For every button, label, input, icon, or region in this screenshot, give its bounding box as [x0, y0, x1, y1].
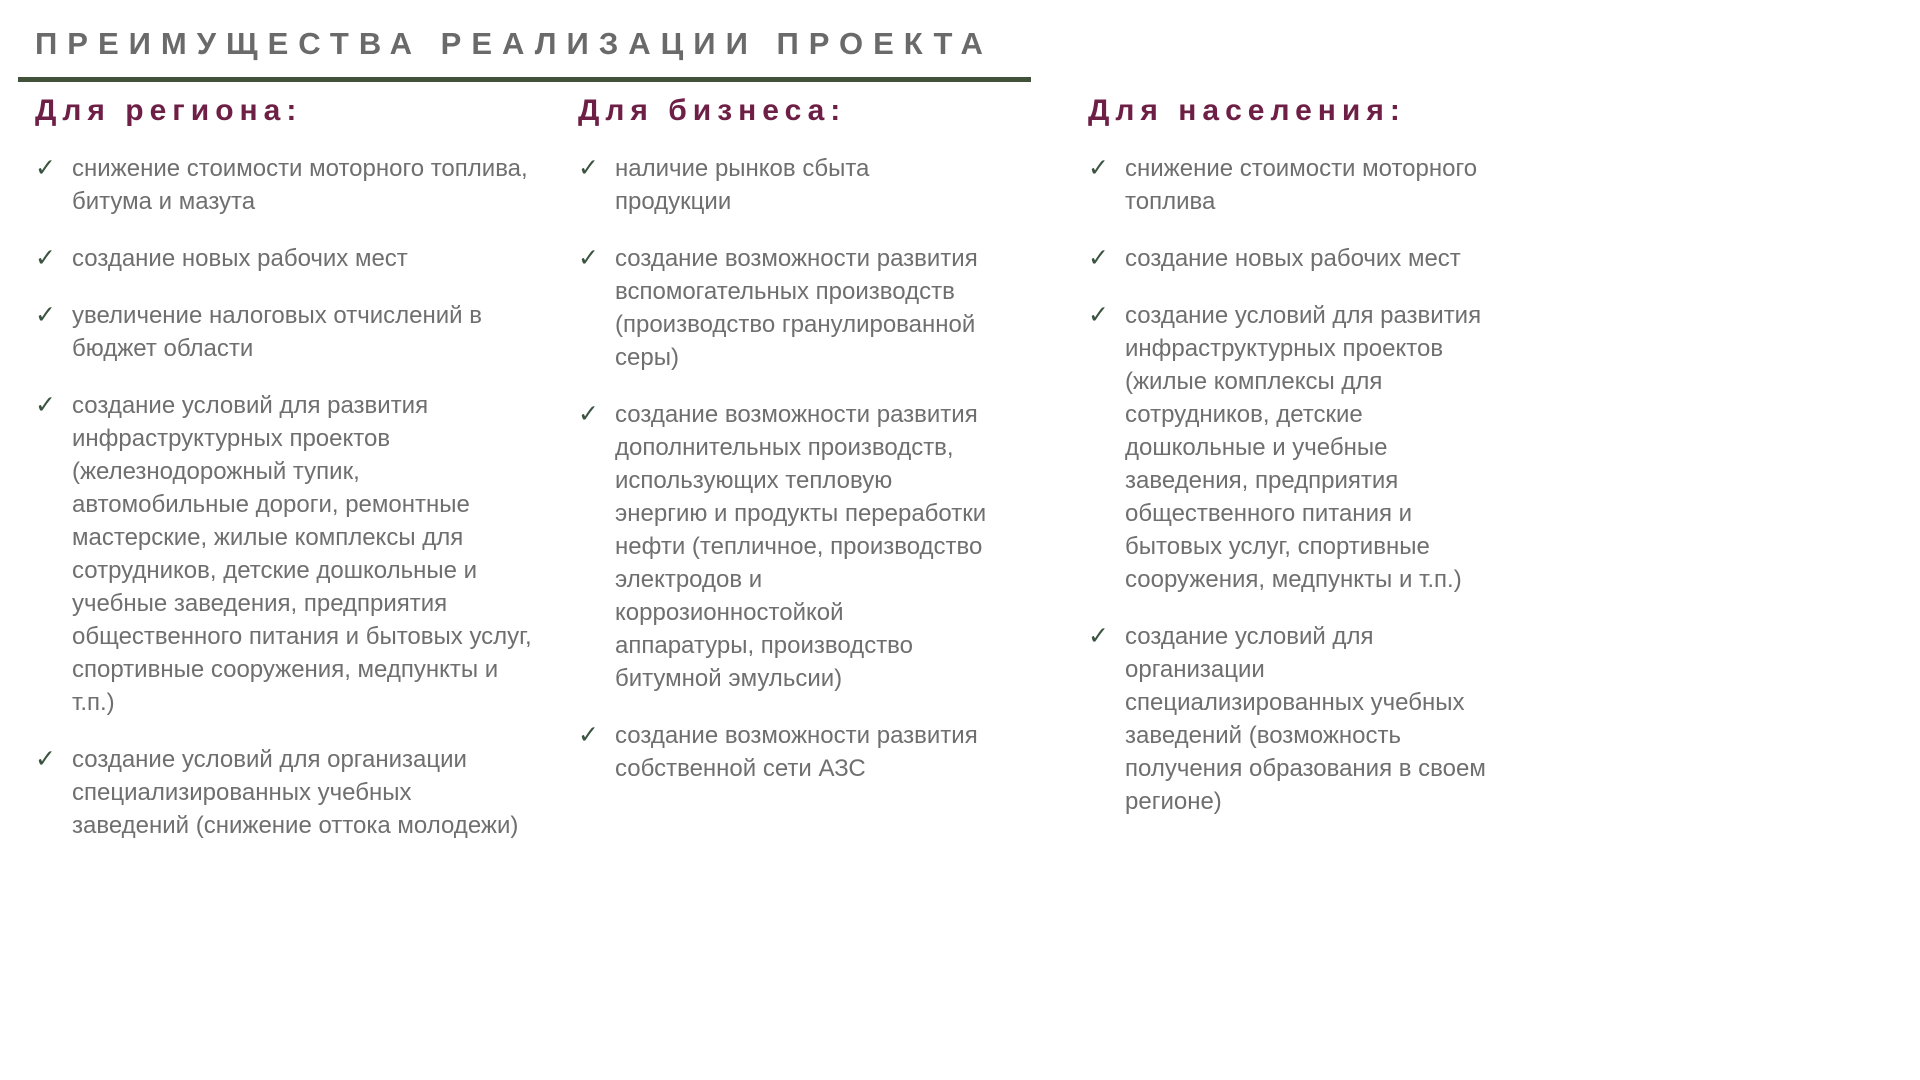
checkmark-icon: ✓: [1088, 301, 1109, 329]
benefit-text: наличие рынков сбыта продукции: [615, 155, 870, 215]
benefit-text: создание новых рабочих мест: [72, 245, 408, 272]
column-business: [578, 94, 988, 809]
benefit-item: [35, 389, 533, 719]
benefit-text: создание условий для развития инфраструктурных проектов (железнодорожный тупик, автомобильные дороги, ремонтные мастерские, жилые комплексы для сотрудников, детские дошкольные и учебные заведения, предприятия общественного питания и бытовых услуг, спортивные сооружения, медпункты и т.п.): [72, 392, 532, 716]
benefit-list-business: [578, 152, 988, 785]
benefit-item: [578, 152, 988, 218]
checkmark-icon: ✓: [1088, 154, 1109, 182]
column-region-header: Для региона:: [35, 94, 303, 127]
column-business-header: Для бизнеса:: [578, 94, 847, 127]
benefit-list-population: [1088, 152, 1498, 818]
benefit-text: создание условий для организации специализированных учебных заведений (снижение оттока молодежи): [72, 746, 519, 839]
checkmark-icon: ✓: [578, 244, 599, 272]
benefit-item: [35, 743, 533, 842]
checkmark-icon: ✓: [35, 301, 56, 329]
benefit-item: [35, 152, 533, 218]
benefit-text: создание возможности развития собственной сети АЗС: [615, 722, 978, 782]
title-underline: [18, 77, 1031, 82]
benefit-item: [578, 719, 988, 785]
benefit-item: [578, 398, 988, 695]
benefit-item: [1088, 242, 1498, 275]
checkmark-icon: ✓: [1088, 244, 1109, 272]
benefit-text: снижение стоимости моторного топлива: [1125, 155, 1478, 215]
checkmark-icon: ✓: [35, 244, 56, 272]
column-population: [1088, 94, 1498, 842]
column-region: [35, 94, 533, 866]
page-title: ПРЕИМУЩЕСТВА РЕАЛИЗАЦИИ ПРОЕКТА: [35, 26, 993, 61]
checkmark-icon: ✓: [578, 154, 599, 182]
checkmark-icon: ✓: [35, 391, 56, 419]
checkmark-icon: ✓: [35, 154, 56, 182]
benefit-item: [1088, 620, 1498, 818]
checkmark-icon: ✓: [35, 745, 56, 773]
benefit-text: создание условий для организации специализированных учебных заведений (возможность получения образования в своем регионе): [1125, 623, 1486, 815]
benefit-item: [578, 242, 988, 374]
checkmark-icon: ✓: [1088, 622, 1109, 650]
benefit-text: создание новых рабочих мест: [1125, 245, 1461, 272]
benefit-text: создание возможности развития дополнительных производств, использующих тепловую энергию и продукты переработки нефти (тепличное, производство электродов и коррозионностойкой аппаратуры, производство битумной эмульсии): [615, 401, 987, 692]
benefit-item: [1088, 152, 1498, 218]
benefit-text: увеличение налоговых отчислений в бюджет области: [72, 302, 482, 362]
benefit-item: [35, 242, 533, 275]
column-population-header: Для населения:: [1088, 94, 1406, 127]
checkmark-icon: ✓: [578, 721, 599, 749]
benefit-list-region: [35, 152, 533, 842]
benefit-text: снижение стоимости моторного топлива, битума и мазута: [72, 155, 528, 215]
benefit-item: [35, 299, 533, 365]
benefit-columns: [35, 94, 1920, 866]
benefit-text: создание возможности развития вспомогательных производств (производство гранулированной серы): [615, 245, 978, 371]
benefit-text: создание условий для развития инфраструктурных проектов (жилые комплексы для сотрудников, детские дошкольные и учебные заведения, предприятия общественного питания и бытовых услуг, спортивные сооружения, медпункты и т.п.): [1125, 302, 1482, 593]
benefit-item: [1088, 299, 1498, 596]
checkmark-icon: ✓: [578, 400, 599, 428]
